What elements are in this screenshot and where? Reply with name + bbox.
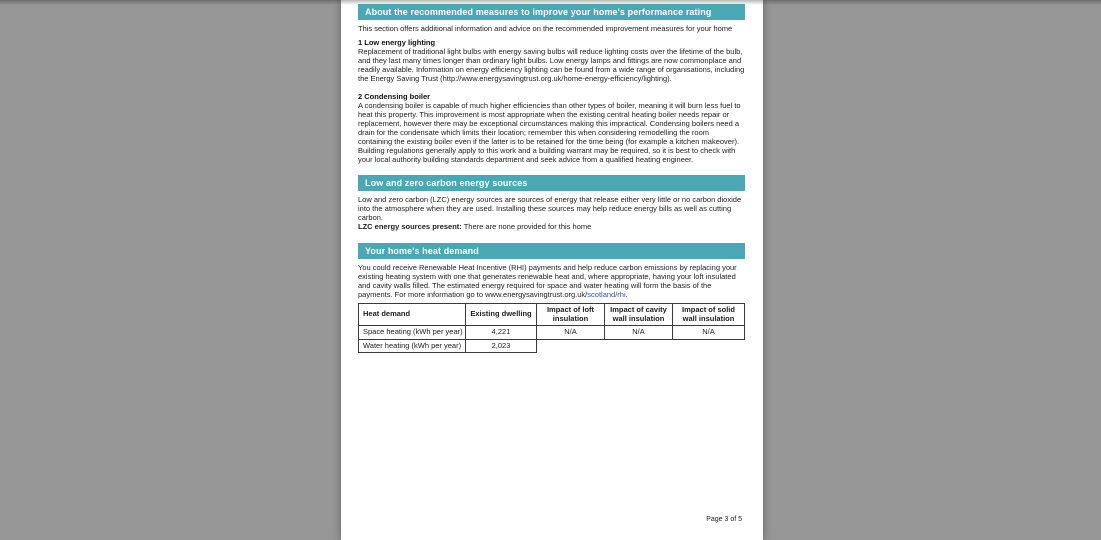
col-header-heat-demand: Heat demand [359,304,466,326]
section-header-heat-demand [358,243,745,259]
heat-demand-body [358,263,745,299]
lzc-present-value: There are none provided for this home [461,222,592,231]
measure-2-body: A condensing boiler is capable of much higher efficiencies than other types of boiler, meaning it will burn less fuel to heat this property. This improvement is most appropriate when the existing central heating boiler needs repair or replacement, however there may be exceptional circumstances making this impractical. Condensing boilers need a drain for the condensate which limits their location; remember this when considering remodelling the room containing the existing boiler even if the latter is to be retained for the time being (for example a kitchen makeover). Building regulations generally apply to this work and a building warrant may be required, so it is best to check with your local authority building standards department and seek advice from a qualified heating engineer. [358,101,741,164]
water-heating-existing: 2,023 [466,339,537,353]
col-header-loft-insulation: Impact of loft insulation [537,304,605,326]
section-header-about-measures [358,4,745,20]
page-number: Page 3 of 5 [706,516,742,523]
col-header-solid-wall-insulation: Impact of solid wall insulation [673,304,745,326]
water-heating-label: Water heating (kWh per year) [359,339,466,353]
measure-2-title: 2 Condensing boiler [358,92,431,101]
table-row-water-heating [359,339,745,353]
col-header-cavity-wall-insulation: Impact of cavity wall insulation [605,304,673,326]
measure-1-body: Replacement of traditional light bulbs with energy saving bulbs will reduce lighting costs over the lifetime of the bulb, and they last many times longer than ordinary light bulbs. Low energy lamps and fittings are now commonplace and readily available. Information on energy efficiency lighting can be found from a wide range of organisations, including the Energy Saving Trust (http://www.energysavingtrust.org.uk/home-energy-efficiency/lighting). [358,47,745,83]
space-heating-cavity: N/A [605,326,673,340]
section-title: Your home's heat demand [365,246,479,256]
space-heating-label: Space heating (kWh per year) [359,326,466,340]
heat-demand-text-end: . [625,290,628,299]
lzc-present-line [358,222,745,231]
empty-cell [673,339,745,353]
lzc-present-label: LZC energy sources present: [358,222,462,231]
lzc-body: Low and zero carbon (LZC) energy sources are sources of energy that release either very little or no carbon dioxide into the atmosphere when they are used. Installing these sources may help reduce energy bills as well as cutting carbon. [358,195,742,222]
section-title: Low and zero carbon energy sources [365,178,528,188]
document-page [341,0,763,540]
table-header-row [359,304,745,326]
heat-demand-table [358,303,745,353]
about-intro-text: This section offers additional information and advice on the recommended improvement measures for your home [358,24,733,33]
col-header-existing-dwelling: Existing dwelling [466,304,537,326]
page-content [358,0,745,353]
space-heating-solid: N/A [673,326,745,340]
space-heating-loft: N/A [537,326,605,340]
space-heating-existing: 4,221 [466,326,537,340]
section-header-lzc [358,175,745,191]
heat-demand-text: You could receive Renewable Heat Incentive (RHI) payments and help reduce carbon emissions by replacing your existing heating system with one that generates renewable heat and, where appropriate, having your loft insulated and cavity walls filled. The estimated energy required for space and water heating will form the basis of the payments. For more information go to www.energysavingtrust.org.uk/ [358,263,737,299]
empty-cell [537,339,605,353]
empty-cell [605,339,673,353]
table-row-space-heating [359,326,745,340]
section-title: About the recommended measures to improve your home's performance rating [365,7,712,17]
measure-1-title: 1 Low energy lighting [358,38,436,47]
rhi-link[interactable]: scotland/rhi [587,290,626,299]
